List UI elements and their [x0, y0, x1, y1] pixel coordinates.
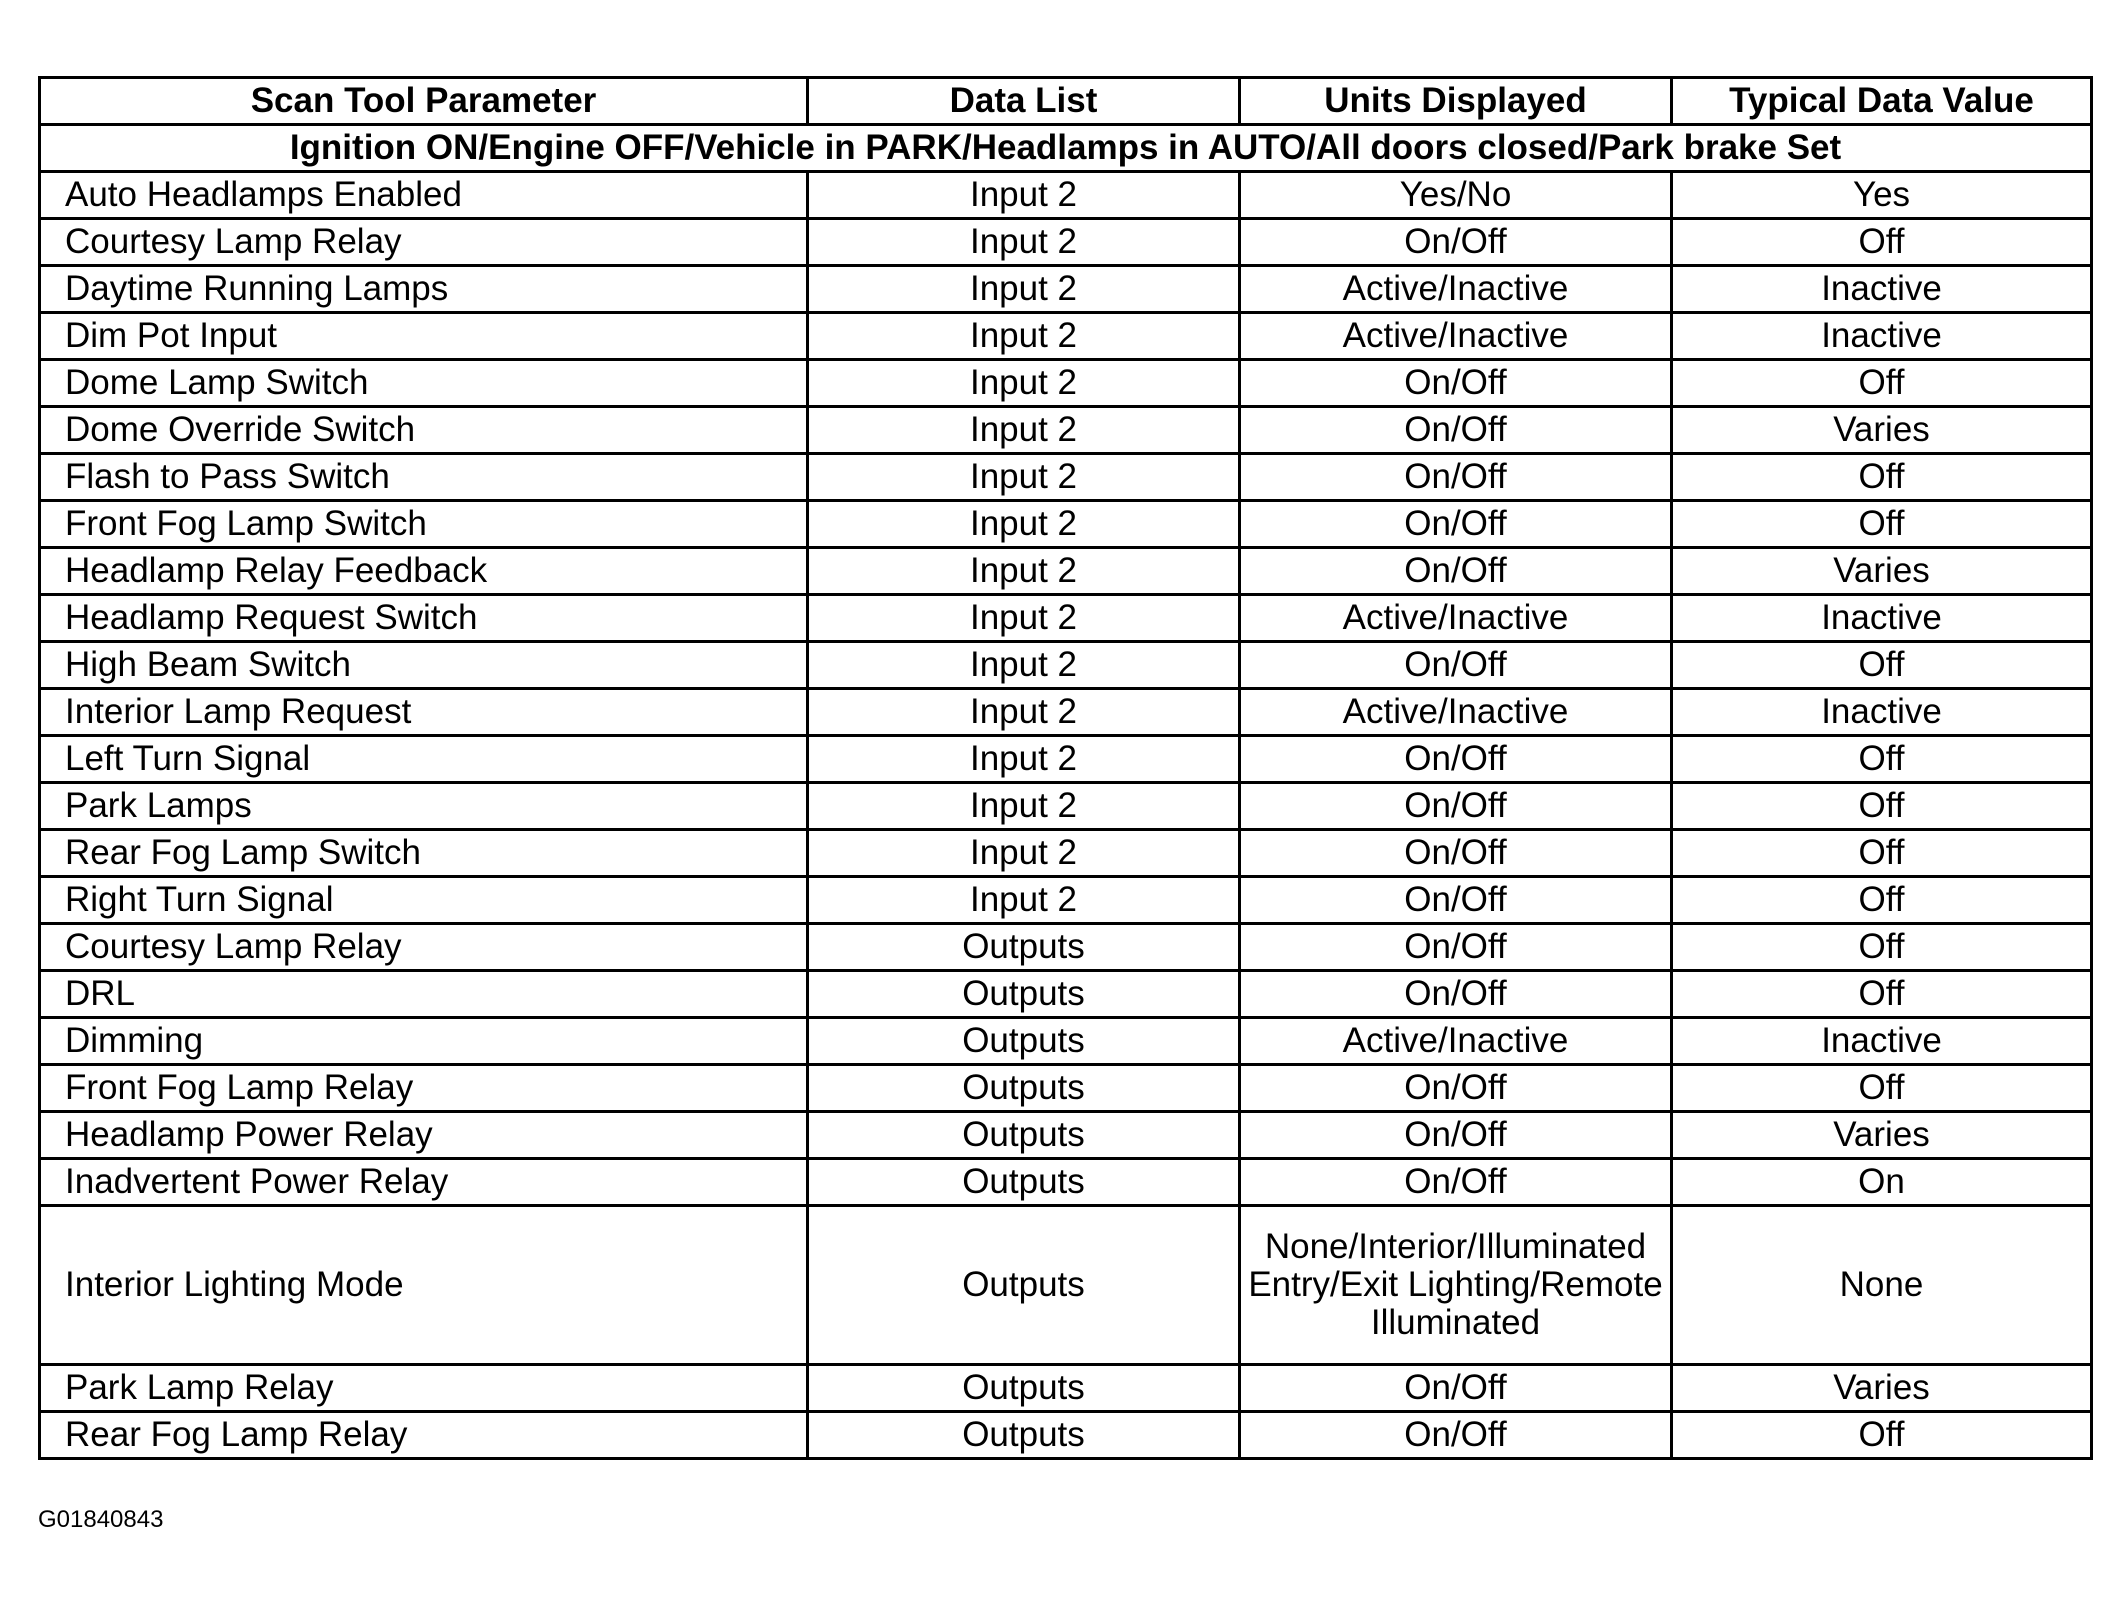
units-cell: Yes/No	[1240, 172, 1672, 219]
table-row	[40, 924, 2092, 971]
parameter-cell: Rear Fog Lamp Switch	[40, 830, 808, 877]
table-row	[40, 689, 2092, 736]
scan-tool-data-table	[38, 76, 2093, 1460]
table-row	[40, 360, 2092, 407]
units-cell: On/Off	[1240, 783, 1672, 830]
table-row	[40, 830, 2092, 877]
table-row	[40, 172, 2092, 219]
table-row	[40, 736, 2092, 783]
typical-value-cell: Off	[1672, 783, 2092, 830]
data-list-cell: Input 2	[808, 548, 1240, 595]
typical-value-cell: Off	[1672, 642, 2092, 689]
units-cell: On/Off	[1240, 830, 1672, 877]
table-row	[40, 1412, 2092, 1459]
parameter-cell: Auto Headlamps Enabled	[40, 172, 808, 219]
table-row	[40, 1159, 2092, 1206]
units-cell: None/Interior/Illuminated Entry/Exit Lighting/Remote Illuminated	[1240, 1206, 1672, 1365]
data-list-cell: Input 2	[808, 736, 1240, 783]
parameter-cell: Interior Lamp Request	[40, 689, 808, 736]
parameter-cell: Left Turn Signal	[40, 736, 808, 783]
data-list-cell: Input 2	[808, 830, 1240, 877]
data-list-cell: Outputs	[808, 1065, 1240, 1112]
data-list-cell: Input 2	[808, 219, 1240, 266]
units-cell: On/Off	[1240, 736, 1672, 783]
condition-row	[40, 125, 2092, 172]
test-condition: Ignition ON/Engine OFF/Vehicle in PARK/Headlamps in AUTO/All doors closed/Park brake Set	[40, 125, 2092, 172]
data-list-cell: Input 2	[808, 783, 1240, 830]
table-row	[40, 1112, 2092, 1159]
units-cell: On/Off	[1240, 877, 1672, 924]
data-list-cell: Input 2	[808, 689, 1240, 736]
data-list-cell: Input 2	[808, 642, 1240, 689]
table-row	[40, 783, 2092, 830]
figure-id: G01840843	[38, 1506, 164, 1533]
parameter-cell: Rear Fog Lamp Relay	[40, 1412, 808, 1459]
table-row	[40, 1018, 2092, 1065]
table-row	[40, 642, 2092, 689]
typical-value-cell: Varies	[1672, 548, 2092, 595]
table-row	[40, 595, 2092, 642]
parameter-cell: High Beam Switch	[40, 642, 808, 689]
units-cell: On/Off	[1240, 360, 1672, 407]
units-cell: On/Off	[1240, 407, 1672, 454]
parameter-cell: Dim Pot Input	[40, 313, 808, 360]
units-cell: On/Off	[1240, 924, 1672, 971]
table-row	[40, 548, 2092, 595]
data-list-cell: Outputs	[808, 1159, 1240, 1206]
units-cell: On/Off	[1240, 1159, 1672, 1206]
data-list-cell: Outputs	[808, 1412, 1240, 1459]
parameter-cell: Dome Lamp Switch	[40, 360, 808, 407]
data-list-cell: Input 2	[808, 595, 1240, 642]
typical-value-cell: On	[1672, 1159, 2092, 1206]
data-list-cell: Outputs	[808, 971, 1240, 1018]
parameter-cell: Courtesy Lamp Relay	[40, 219, 808, 266]
typical-value-cell: Off	[1672, 219, 2092, 266]
units-cell: On/Off	[1240, 219, 1672, 266]
units-cell: Active/Inactive	[1240, 266, 1672, 313]
parameter-cell: Dome Override Switch	[40, 407, 808, 454]
data-list-cell: Outputs	[808, 1112, 1240, 1159]
typical-value-cell: Inactive	[1672, 313, 2092, 360]
table-row	[40, 971, 2092, 1018]
units-cell: On/Off	[1240, 1065, 1672, 1112]
typical-value-cell: Inactive	[1672, 266, 2092, 313]
header-scan-tool-parameter: Scan Tool Parameter	[40, 78, 808, 125]
parameter-cell: Dimming	[40, 1018, 808, 1065]
units-cell: On/Off	[1240, 454, 1672, 501]
units-cell: Active/Inactive	[1240, 1018, 1672, 1065]
parameter-cell: Headlamp Request Switch	[40, 595, 808, 642]
parameter-cell: Front Fog Lamp Relay	[40, 1065, 808, 1112]
table-row	[40, 877, 2092, 924]
typical-value-cell: Yes	[1672, 172, 2092, 219]
data-list-cell: Input 2	[808, 172, 1240, 219]
typical-value-cell: None	[1672, 1206, 2092, 1365]
table-row	[40, 1206, 2092, 1365]
table-row	[40, 219, 2092, 266]
table-row	[40, 1365, 2092, 1412]
table-row	[40, 407, 2092, 454]
data-list-cell: Outputs	[808, 1018, 1240, 1065]
table-row	[40, 501, 2092, 548]
data-list-cell: Input 2	[808, 313, 1240, 360]
units-cell: Active/Inactive	[1240, 313, 1672, 360]
typical-value-cell: Off	[1672, 877, 2092, 924]
typical-value-cell: Off	[1672, 454, 2092, 501]
typical-value-cell: Off	[1672, 360, 2092, 407]
units-cell: Active/Inactive	[1240, 595, 1672, 642]
units-cell: On/Off	[1240, 548, 1672, 595]
header-data-list: Data List	[808, 78, 1240, 125]
data-list-cell: Input 2	[808, 501, 1240, 548]
header-units-displayed: Units Displayed	[1240, 78, 1672, 125]
typical-value-cell: Varies	[1672, 1365, 2092, 1412]
typical-value-cell: Varies	[1672, 407, 2092, 454]
parameter-cell: Courtesy Lamp Relay	[40, 924, 808, 971]
typical-value-cell: Off	[1672, 501, 2092, 548]
typical-value-cell: Off	[1672, 736, 2092, 783]
data-list-cell: Input 2	[808, 407, 1240, 454]
typical-value-cell: Inactive	[1672, 595, 2092, 642]
data-list-cell: Outputs	[808, 1206, 1240, 1365]
data-list-cell: Input 2	[808, 266, 1240, 313]
units-cell: Active/Inactive	[1240, 689, 1672, 736]
parameter-cell: Park Lamps	[40, 783, 808, 830]
typical-value-cell: Off	[1672, 830, 2092, 877]
header-row	[40, 78, 2092, 125]
parameter-cell: Park Lamp Relay	[40, 1365, 808, 1412]
parameter-cell: Front Fog Lamp Switch	[40, 501, 808, 548]
parameter-cell: Interior Lighting Mode	[40, 1206, 808, 1365]
data-list-cell: Input 2	[808, 877, 1240, 924]
units-cell: On/Off	[1240, 1112, 1672, 1159]
typical-value-cell: Off	[1672, 924, 2092, 971]
data-list-cell: Input 2	[808, 360, 1240, 407]
parameter-cell: Headlamp Power Relay	[40, 1112, 808, 1159]
table-row	[40, 1065, 2092, 1112]
data-list-cell: Outputs	[808, 1365, 1240, 1412]
parameter-cell: Inadvertent Power Relay	[40, 1159, 808, 1206]
typical-value-cell: Off	[1672, 1065, 2092, 1112]
data-list-cell: Outputs	[808, 924, 1240, 971]
parameter-cell: Daytime Running Lamps	[40, 266, 808, 313]
typical-value-cell: Inactive	[1672, 689, 2092, 736]
header-typical-data-value: Typical Data Value	[1672, 78, 2092, 125]
units-cell: On/Off	[1240, 1365, 1672, 1412]
parameter-cell: Flash to Pass Switch	[40, 454, 808, 501]
table-row	[40, 313, 2092, 360]
units-cell: On/Off	[1240, 642, 1672, 689]
table-row	[40, 454, 2092, 501]
typical-value-cell: Off	[1672, 971, 2092, 1018]
units-cell: On/Off	[1240, 971, 1672, 1018]
parameter-cell: Headlamp Relay Feedback	[40, 548, 808, 595]
typical-value-cell: Inactive	[1672, 1018, 2092, 1065]
table-row	[40, 266, 2092, 313]
data-list-cell: Input 2	[808, 454, 1240, 501]
typical-value-cell: Varies	[1672, 1112, 2092, 1159]
parameter-cell: DRL	[40, 971, 808, 1018]
parameter-cell: Right Turn Signal	[40, 877, 808, 924]
typical-value-cell: Off	[1672, 1412, 2092, 1459]
units-cell: On/Off	[1240, 1412, 1672, 1459]
units-cell: On/Off	[1240, 501, 1672, 548]
